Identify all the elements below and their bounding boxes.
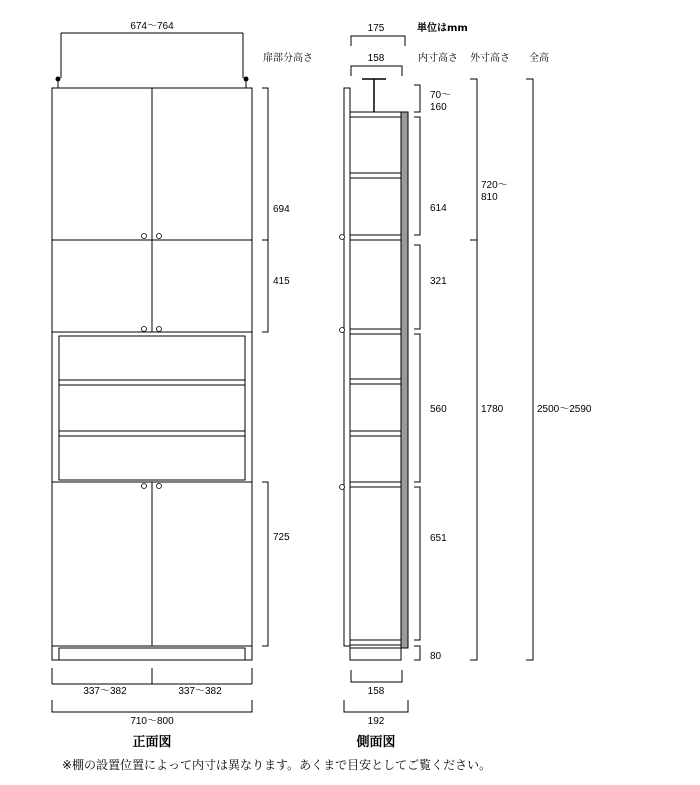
side-bottom-inner-depth-label: 158 — [367, 686, 385, 697]
unit-label: 単位はmm — [417, 23, 468, 34]
inner-height-label: 614 — [430, 203, 447, 214]
door-knob — [142, 327, 147, 332]
inner-dim-bracket — [414, 646, 420, 660]
door-knob — [142, 484, 147, 489]
header-door-height: 扉部分高さ — [263, 53, 313, 64]
left-door-width-label: 337〜382 — [83, 686, 127, 697]
side-door-knob — [340, 485, 345, 490]
inner-dim-bracket — [414, 117, 420, 235]
side-bottom-inner-dim — [351, 670, 402, 682]
footnote: ※棚の設置位置によって内寸は異なります。あくまで目安としてご覧ください。 — [62, 758, 492, 772]
front-view — [52, 21, 290, 750]
inner-dim-bracket — [414, 245, 420, 329]
tension-rod-knob-right — [244, 77, 249, 82]
total-dim-bracket — [526, 79, 533, 660]
plinth — [59, 648, 245, 660]
side-view-caption: 側面図 — [356, 735, 396, 750]
side-plinth — [350, 648, 401, 660]
total-height-label: 2500〜2590 — [537, 404, 592, 415]
door-knob — [142, 234, 147, 239]
outer-height-label: 1780 — [481, 404, 504, 415]
inner-height-label: 70〜 — [430, 90, 452, 101]
side-door-panel — [344, 88, 350, 646]
side-door-knob — [340, 235, 345, 240]
side-back-panel — [401, 112, 408, 648]
side-top-depth-label: 175 — [367, 23, 385, 34]
outer-dim-bracket — [470, 79, 477, 240]
door-height-upper-label: 694 — [273, 204, 290, 215]
total-width-label: 710〜800 — [130, 716, 174, 727]
tension-rod-knob-left — [56, 77, 61, 82]
inner-dim-bracket — [414, 85, 420, 112]
side-inner-depth-dim — [351, 66, 402, 76]
total-width-dim-line — [52, 700, 252, 712]
header-inner-height: 内寸高さ — [418, 53, 458, 64]
dim-bracket-upper — [262, 88, 268, 332]
right-door-width-label: 337〜382 — [178, 686, 222, 697]
outer-height-label: 810 — [481, 192, 498, 203]
door-height-lower-label: 725 — [273, 532, 290, 543]
door-knob — [157, 327, 162, 332]
front-top-width-label: 674〜764 — [130, 21, 174, 32]
front-view-caption: 正面図 — [132, 735, 172, 750]
side-view — [340, 23, 592, 750]
side-door-knob — [340, 328, 345, 333]
inner-dim-bracket — [414, 487, 420, 640]
side-total-depth-label: 192 — [367, 716, 385, 727]
inner-height-label: 560 — [430, 404, 447, 415]
open-shelf-area — [59, 336, 245, 480]
door-knob — [157, 484, 162, 489]
door-knob — [157, 234, 162, 239]
header-total-height: 全高 — [529, 53, 549, 64]
inner-dim-bracket — [414, 334, 420, 482]
door-height-middle-label: 415 — [273, 276, 290, 287]
inner-height-label: 80 — [430, 651, 442, 662]
inner-height-label: 160 — [430, 102, 447, 113]
outer-dim-bracket — [470, 240, 477, 660]
header-outer-height: 外寸高さ — [470, 53, 510, 64]
side-carcass — [350, 112, 401, 648]
inner-height-label: 651 — [430, 533, 447, 544]
side-total-depth-dim — [344, 700, 408, 712]
inner-height-label: 321 — [430, 276, 447, 287]
side-top-depth-dim — [351, 36, 405, 46]
outer-height-label: 720〜 — [481, 180, 508, 191]
dim-bracket-lower — [262, 482, 268, 646]
side-inner-depth-label: 158 — [367, 53, 385, 64]
